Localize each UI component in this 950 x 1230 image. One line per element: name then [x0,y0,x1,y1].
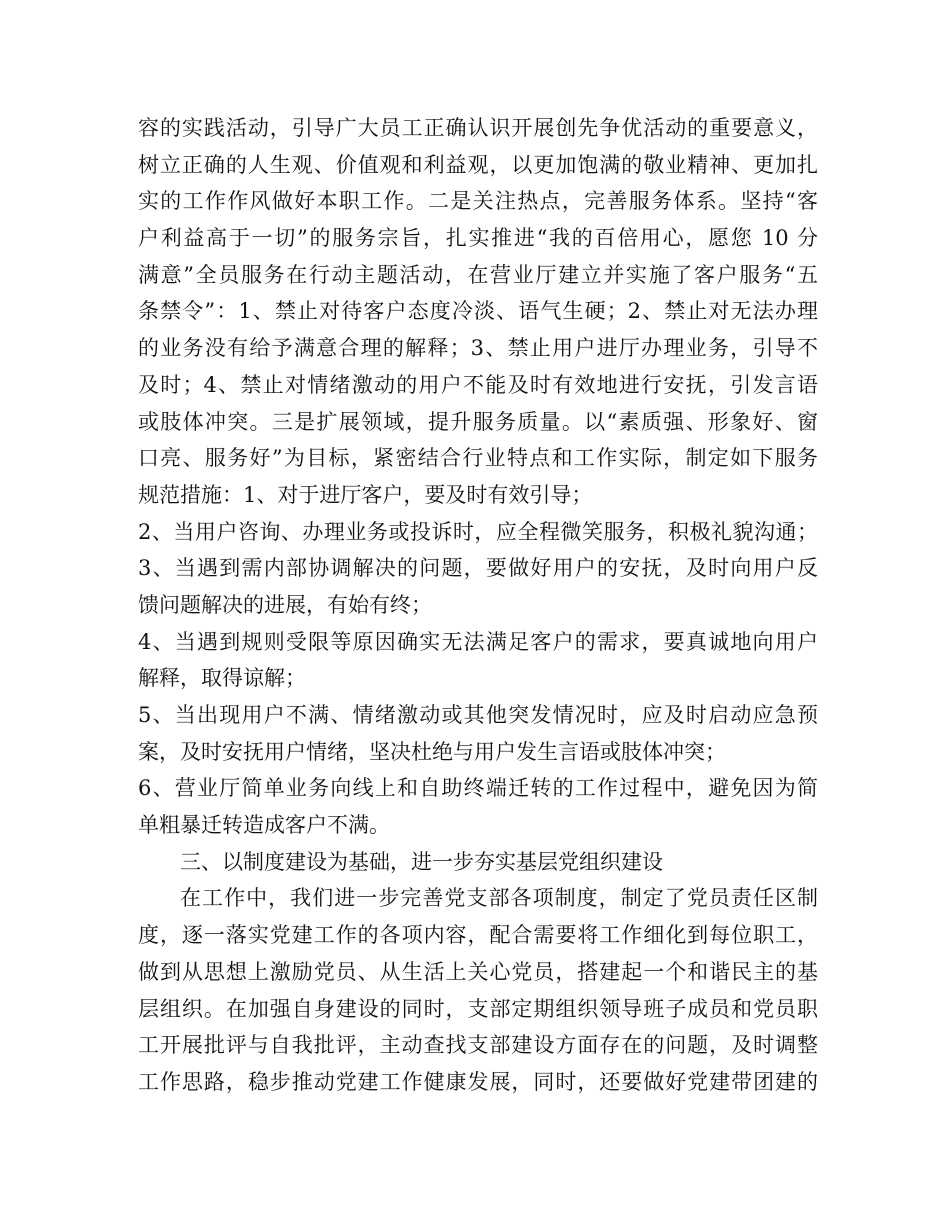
text-line: 口亮、服务好”为目标，紧密结合行业特点和工作实际，制定如下服务 [138,446,818,471]
text-line: 工开展批评与自我批评，主动查找支部建设方面存在的问题，及时调整 [138,1033,818,1058]
text-line: 条禁令”：1、禁止对待客户态度冷淡、语气生硬；2、禁止对无法办理 [138,299,818,324]
text-line: 户利益高于一切”的服务宗旨，扎实推进“我的百倍用心，愿您 10 分 [138,226,818,251]
section-heading: 三、以制度建设为基础，进一步夯实基层党组织建设 [180,849,663,874]
text-line: 做到从思想上激励党员、从生活上关心党员，搭建起一个和谐民主的基 [138,959,818,984]
text-line: 度，逐一落实党建工作的各项内容，配合需要将工作细化到每位职工， [138,923,818,948]
text-line: 层组织。在加强自身建设的同时，支部定期组织领导班子成员和党员职 [138,996,818,1021]
text-line: 容的实践活动，引导广大员工正确认识开展创先争优活动的重要意义， [138,116,818,140]
list-item: 3、当遇到需内部协调解决的问题，要做好用户的安抚，及时向用户反 [138,556,818,581]
text-line: 或肢体冲突。三是扩展领域，提升服务质量。以“素质强、形象好、窗 [138,409,818,434]
list-item: 案，及时安抚用户情绪，坚决杜绝与用户发生言语或肢体冲突； [138,739,726,764]
list-item: 5、当出现用户不满、情绪激动或其他突发情况时，应及时启动应急预 [138,703,818,727]
text-line: 规范措施：1、对于进厅客户，要及时有效引导； [138,482,593,507]
text-line: 的业务没有给予满意合理的解释；3、禁止用户进厅办理业务，引导不 [138,336,818,361]
text-line: 树立正确的人生观、价值观和利益观，以更加饱满的敬业精神、更加扎 [138,152,818,177]
text-line: 及时；4、禁止对情绪激动的用户不能及时有效地进行安抚，引发言语 [138,372,818,397]
text-line: 实的工作作风做好本职工作。二是关注热点，完善服务体系。坚持“客 [138,189,818,214]
list-item: 6、营业厅简单业务向线上和自助终端迁转的工作过程中，避免因为简 [138,776,818,801]
list-item: 4、当遇到规则受限等原因确实无法满足客户的需求，要真诚地向用户 [138,629,818,654]
text-line: 在工作中，我们进一步完善党支部各项制度，制定了党员责任区制 [180,886,818,911]
list-item: 单粗暴迁转造成客户不满。 [138,813,390,838]
document-body [138,110,818,1101]
list-item: 2、当用户咨询、办理业务或投诉时，应全程微笑服务，积极礼貌沟通； [138,519,818,544]
text-line: 工作思路，稳步推动党建工作健康发展，同时，还要做好党建带团建的 [138,1069,818,1094]
list-item: 解释，取得谅解； [138,666,306,691]
list-item: 馈问题解决的进展，有始有终； [138,592,432,617]
text-line: 满意”全员服务在行动主题活动，在营业厅建立并实施了客户服务“五 [138,262,818,287]
